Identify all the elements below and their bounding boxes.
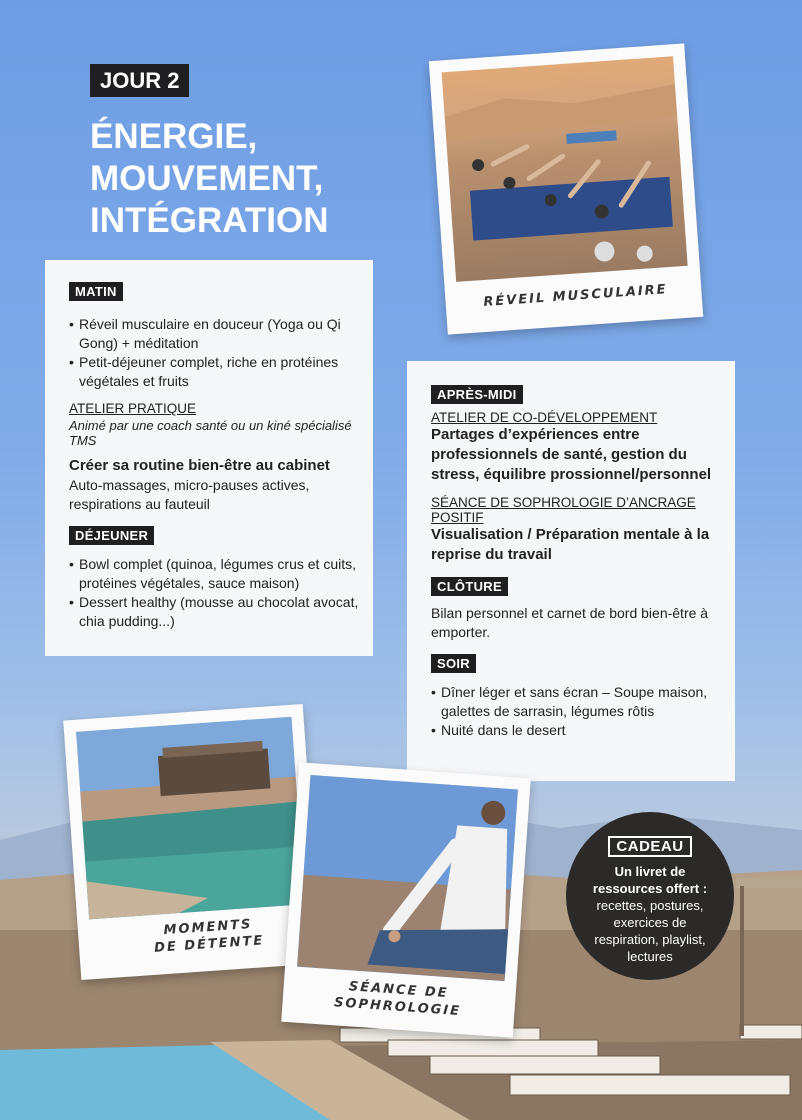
- atelier-bold: Créer sa routine bien-être au cabinet: [69, 457, 330, 474]
- detente-caption: [138, 914, 280, 958]
- morning-card: [45, 260, 373, 656]
- detente-caption-line: MOMENTS: [163, 917, 253, 939]
- sophro-caption-line: SÉANCE DE: [348, 979, 449, 1002]
- detente-caption-line: DE DÉTENTE: [153, 933, 265, 956]
- gift-tag: CADEAU: [608, 836, 691, 857]
- list-item: • Petit-déjeuner complet, riche en protéines végétales et fruits: [69, 353, 359, 391]
- atelier-subtitle: Animé par une coach santé ou un kiné spécialisé TMS: [69, 418, 352, 448]
- soir-tag: SOIR: [431, 654, 476, 673]
- gift-bold: Un livret de ressources offert :: [592, 864, 708, 896]
- title-line: ÉNERGIE,: [90, 117, 258, 156]
- title-line: MOUVEMENT,: [90, 159, 324, 198]
- gift-list: recettes, postures, exercices de respiration, playlist, lectures: [594, 898, 706, 964]
- meditation-photo: [297, 775, 518, 981]
- codev-text: Partages d’expériences entre professionnels de santé, gestion du stress, équilibre prossionnel/personnel: [431, 426, 712, 483]
- afternoon-card: [407, 361, 735, 781]
- sophro-text: Visualisation / Préparation mentale à la reprise du travail: [431, 526, 710, 563]
- yoga-desert-photo: [442, 56, 688, 282]
- reveil-polaroid: [429, 43, 703, 334]
- detente-polaroid: [63, 704, 321, 980]
- page-title: [90, 116, 329, 242]
- apres-midi-tag: APRÈS-MIDI: [431, 385, 523, 404]
- gift-text: [566, 863, 734, 965]
- cloture-text: Bilan personnel et carnet de bord bien-être à emporter.: [431, 605, 709, 640]
- matin-tag: MATIN: [69, 282, 123, 301]
- list-item: • Dessert healthy (mousse au chocolat avocat, chia pudding...): [69, 593, 359, 631]
- sophro-caption: [312, 976, 484, 1022]
- reveil-caption: RÉVEIL MUSCULAIRE: [482, 282, 669, 311]
- atelier-text: Auto-massages, micro-pauses actives, respirations au fauteuil: [69, 477, 310, 512]
- sophro-caption-line: SOPHROLOGIE: [333, 995, 462, 1020]
- atelier-title: ATELIER PRATIQUE: [69, 401, 197, 416]
- list-item: • Bowl complet (quinoa, légumes crus et cuits, protéines végétales, sauce maison): [69, 555, 359, 593]
- codev-title: ATELIER DE CO-DÉVELOPPEMENT: [431, 410, 658, 425]
- pool-photo: [76, 717, 305, 920]
- day-label: JOUR 2: [90, 64, 189, 97]
- list-item: • Nuité dans le desert: [431, 721, 727, 740]
- sophro-title: SÉANCE DE SOPHROLOGIE D’ANCRAGE POSITIF: [431, 495, 696, 525]
- list-item: • Réveil musculaire en douceur (Yoga ou Qi Gong) + méditation: [69, 315, 359, 353]
- cloture-tag: CLÔTURE: [431, 577, 508, 596]
- dejeuner-tag: DÉJEUNER: [69, 526, 154, 545]
- title-line: INTÉGRATION: [90, 201, 329, 240]
- gift-badge: [566, 812, 734, 980]
- sophro-polaroid: [281, 762, 531, 1038]
- list-item: • Dîner léger et sans écran – Soupe maison, galettes de sarrasin, légumes rôtis: [431, 683, 727, 721]
